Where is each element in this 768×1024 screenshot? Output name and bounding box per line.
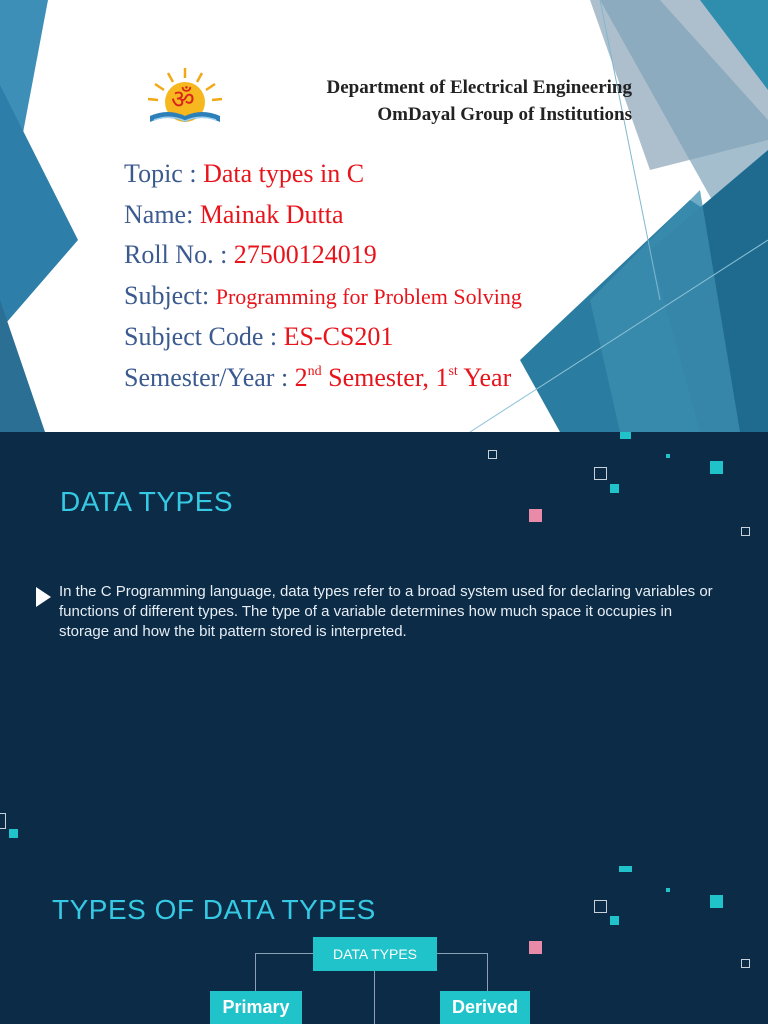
deco-square <box>620 432 631 439</box>
semester-value <box>295 363 512 392</box>
year-number: 1 <box>435 362 449 392</box>
deco-dot <box>666 888 670 892</box>
title-slide <box>0 0 768 432</box>
deco-square-outline <box>741 527 750 536</box>
deco-square-outline <box>0 813 6 829</box>
data-types-root-box: DATA TYPES <box>313 937 437 971</box>
semester-number: 2 <box>294 362 308 392</box>
connector-horizontal <box>255 953 313 954</box>
subject-row <box>124 276 522 318</box>
types-of-data-types-slide <box>0 864 768 1024</box>
topic-label: Topic : <box>124 159 204 188</box>
department-header <box>220 74 632 128</box>
year-suffix: st <box>448 363 458 379</box>
subject-value: Programming for Problem Solving <box>215 283 522 309</box>
deco-square-outline <box>488 450 497 459</box>
semester-word: Semester, <box>321 362 436 392</box>
semester-suffix: nd <box>307 363 322 379</box>
data-types-slide <box>0 432 768 864</box>
slide-title: DATA TYPES <box>60 486 234 517</box>
deco-square <box>610 916 619 925</box>
bullet-point <box>36 582 716 642</box>
name-row <box>124 195 522 236</box>
connector-horizontal <box>437 953 487 954</box>
slide-title: TYPES OF DATA TYPES <box>52 894 376 925</box>
topic-row <box>124 154 522 195</box>
deco-square <box>710 461 723 474</box>
semester-label: Semester/Year : <box>124 362 295 392</box>
deco-square-outline <box>741 959 750 968</box>
subject-code-label: Subject Code : <box>124 322 284 351</box>
derived-box: Derived <box>440 991 530 1024</box>
name-label: Name: <box>124 199 200 229</box>
deco-square <box>610 484 619 493</box>
primary-box: Primary <box>210 991 302 1024</box>
subject-code-value: ES-CS201 <box>283 322 394 351</box>
roll-value: 27500124019 <box>233 240 377 269</box>
connector-vertical <box>487 953 488 991</box>
deco-dot <box>666 454 670 458</box>
deco-square-outline <box>594 467 607 480</box>
institution-name: OmDayal Group of Institutions <box>377 104 632 125</box>
roll-label: Roll No. : <box>124 240 234 269</box>
deco-square <box>9 829 18 838</box>
om-symbol: ॐ <box>171 85 195 115</box>
connector-vertical <box>374 971 375 1024</box>
deco-square-pink <box>529 941 542 954</box>
name-value: Mainak Dutta <box>199 199 344 229</box>
institution-logo <box>140 64 230 128</box>
deco-square-pink <box>529 509 542 522</box>
subject-label: Subject: <box>124 280 216 310</box>
connector-vertical <box>255 953 256 991</box>
year-word: Year <box>457 362 512 392</box>
left-wedge-mid <box>0 85 78 330</box>
subject-code-row <box>124 317 522 358</box>
arrow-bullet-icon <box>36 587 51 607</box>
presentation-info <box>124 154 522 398</box>
semester-row <box>124 358 522 399</box>
deco-square-outline <box>594 900 607 913</box>
deco-square <box>619 866 632 872</box>
bullet-text: In the C Programming language, data types refer to a broad system used for declaring variables or functions of different types. The type of a variable determines how much space it occupies in storage and how the bit pattern stored is interpreted. <box>59 583 713 640</box>
deco-square <box>710 895 723 908</box>
topic-value: Data types in C <box>203 159 365 188</box>
department-name: Department of Electrical Engineering <box>326 77 632 98</box>
roll-row <box>124 235 522 276</box>
